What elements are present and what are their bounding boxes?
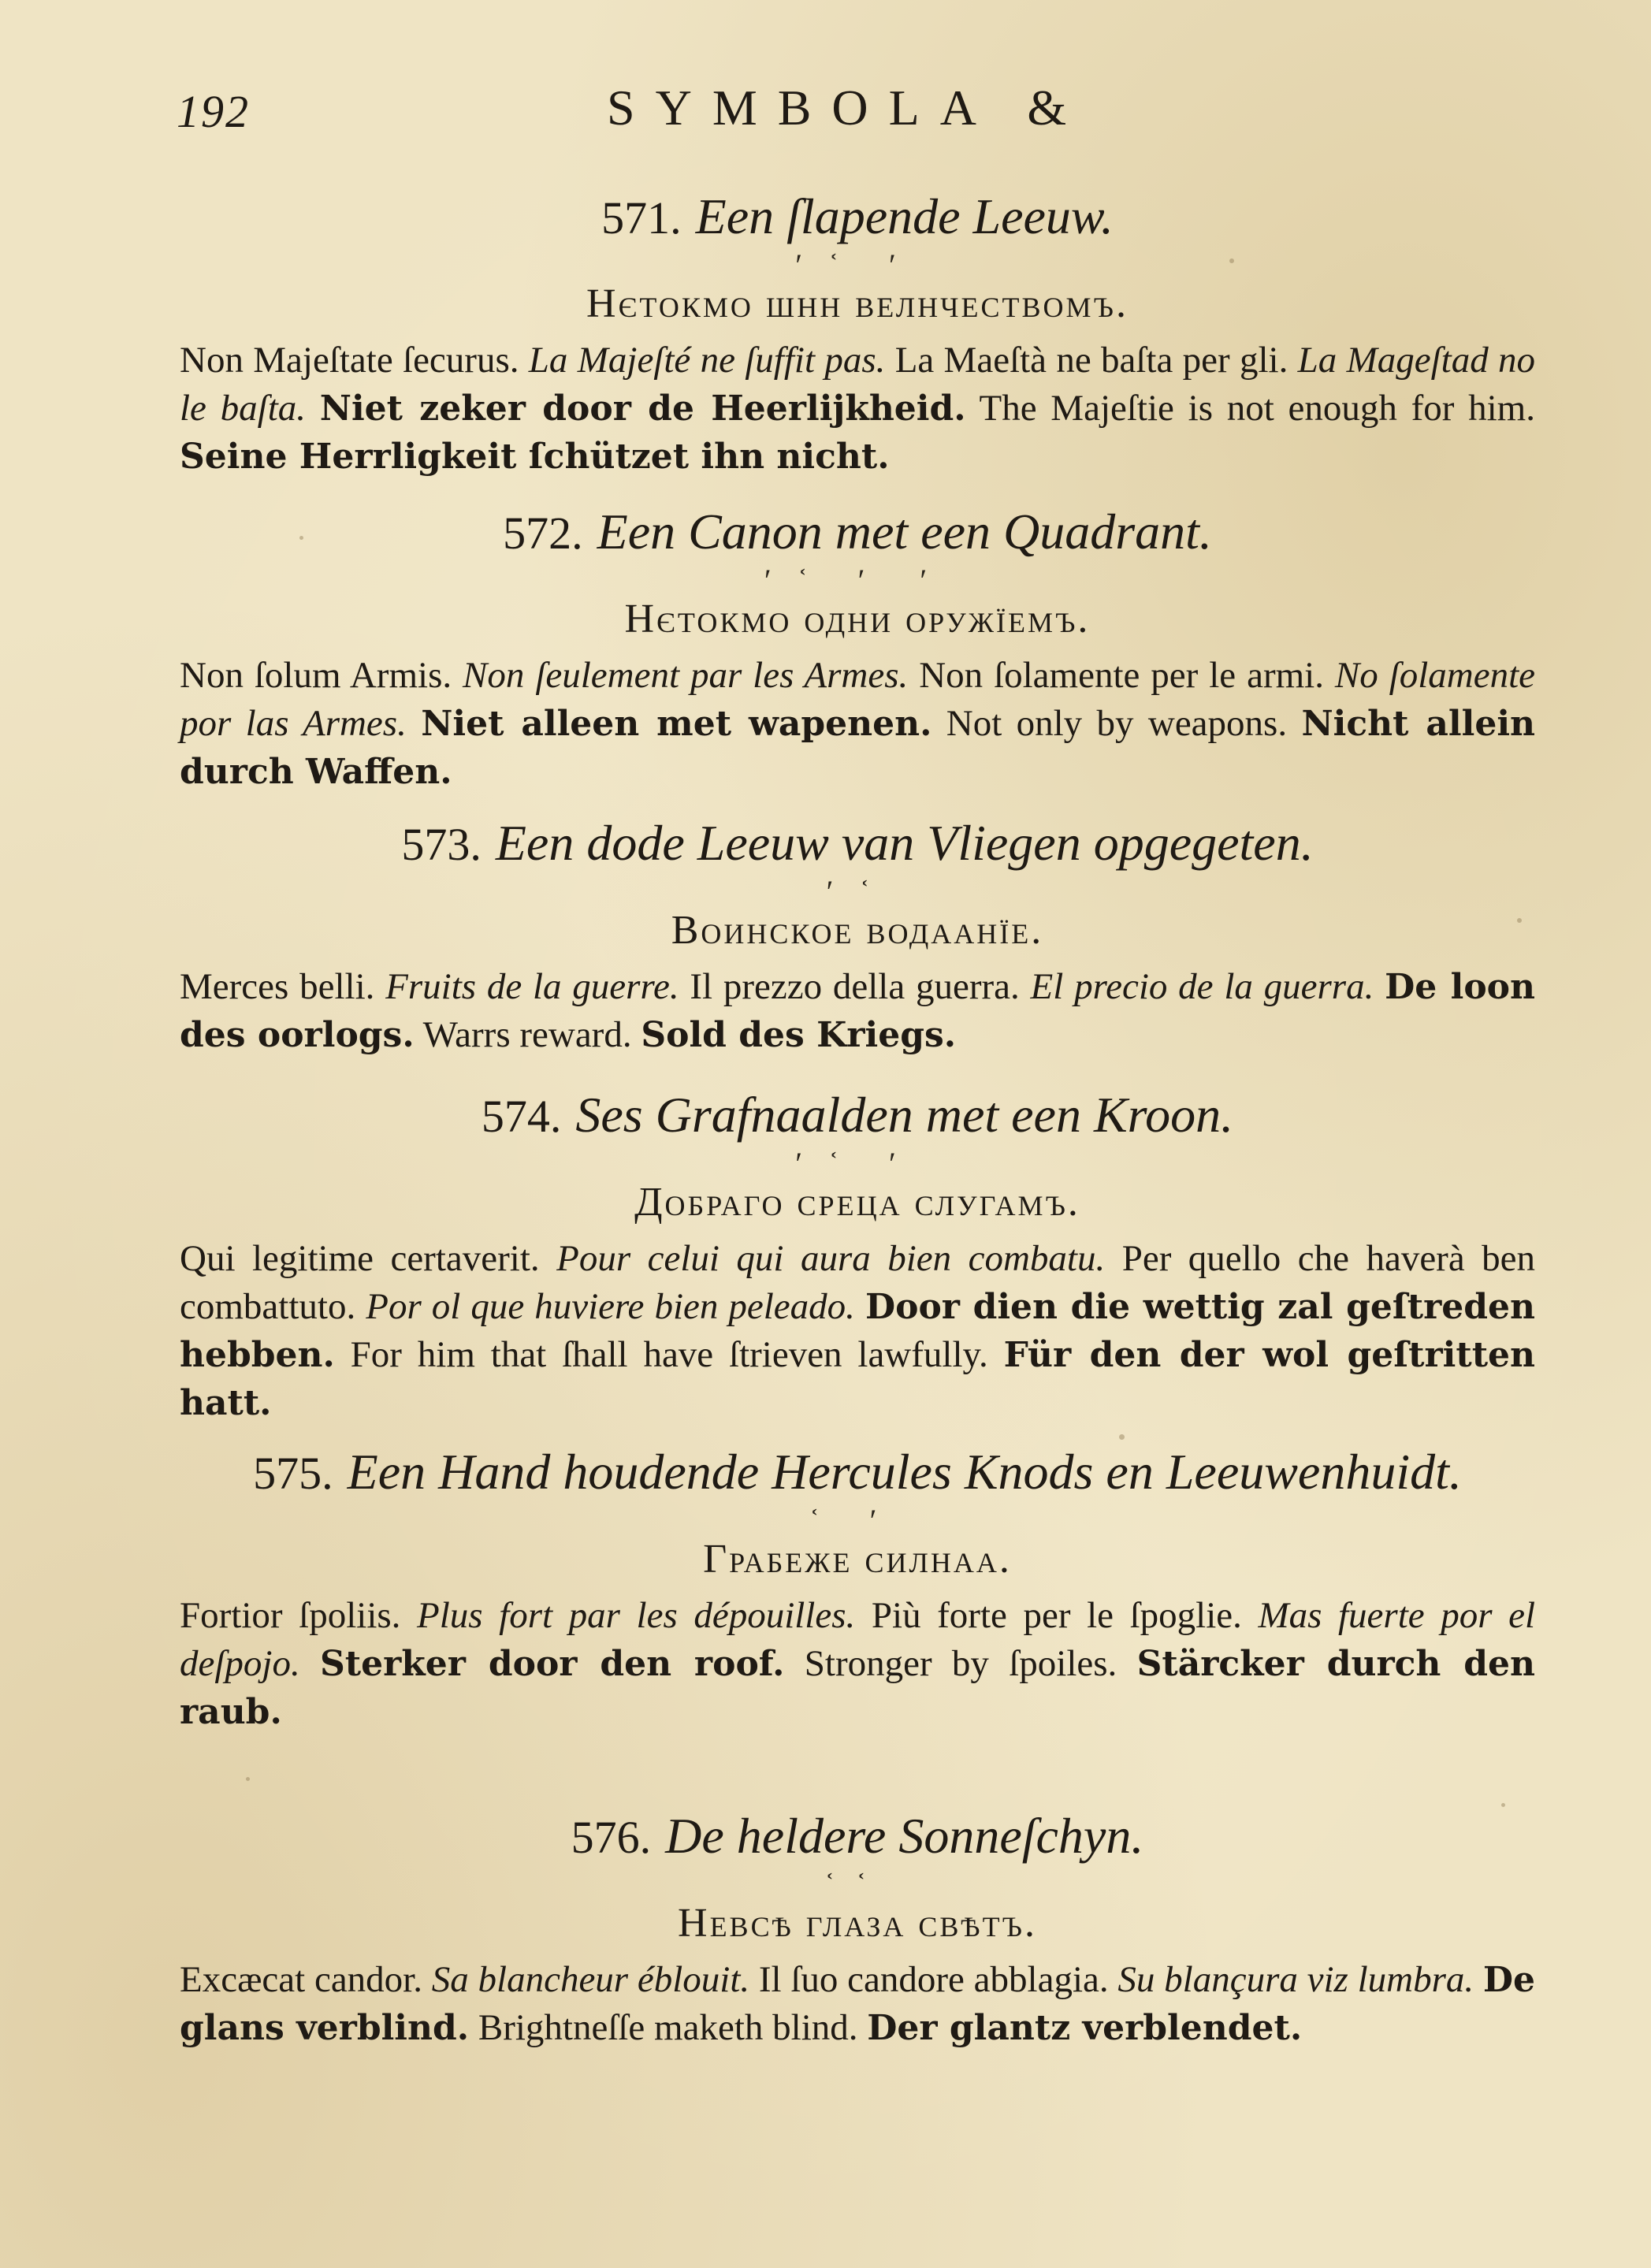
emblem-entry bbox=[180, 1084, 1535, 1427]
translation-german: Der glantz verblendet. bbox=[867, 2008, 1303, 2048]
translation-english: Stronger by ſpoiles. bbox=[804, 1643, 1117, 1684]
translation-italian: Il ſuo candore abblagia. bbox=[758, 1959, 1109, 2000]
running-title: SYMBOLA & bbox=[607, 80, 1088, 136]
entry-number: 574. bbox=[481, 1091, 562, 1142]
translation-spanish: El precio de la guerra. bbox=[1030, 966, 1374, 1007]
translation-french: Pour celui qui aura bien combatu. bbox=[556, 1238, 1106, 1279]
entry-title bbox=[180, 500, 1535, 565]
translation-dutch: De loon des oorlogs. bbox=[180, 967, 1536, 1055]
translation-german: Seine Herrligkeit ſchützet ihn nicht. bbox=[180, 437, 890, 477]
entry-title bbox=[180, 812, 1535, 876]
translation-latin: Non Majeſtate ſecurus. bbox=[180, 340, 519, 381]
translation-latin: Qui legitime certaverit. bbox=[180, 1238, 540, 1279]
accent-marks: ʹ ᷾ ʹ ʹ bbox=[764, 563, 951, 598]
entry-title-text: Een ſlapende Leeuw. bbox=[695, 188, 1114, 244]
translation-dutch: Door dien die wettig zal geſtreden hebben. bbox=[180, 1287, 1536, 1375]
emblem-entry bbox=[180, 1805, 1535, 2052]
translation-french: Fruits de la guerre. bbox=[385, 966, 679, 1007]
translation-italian: La Maeſtà ne baſta per gli. bbox=[894, 340, 1288, 381]
translation-french: La Majeſté ne ſuffit pas. bbox=[528, 340, 886, 381]
entry-number: 575. bbox=[253, 1448, 333, 1499]
translation-spanish: Por ol que huviere bien peleado. bbox=[366, 1286, 855, 1327]
translations bbox=[180, 1956, 1535, 2052]
entry-title bbox=[180, 1441, 1535, 1505]
emblem-entry bbox=[180, 500, 1535, 796]
entry-title-text: Ses Grafnaalden met een Kroon. bbox=[575, 1087, 1234, 1143]
translation-italian: Non ſolamente per le armi. bbox=[919, 655, 1324, 696]
accent-marks: ʹ ᷾ ʹ bbox=[795, 1146, 920, 1181]
entry-number: 571. bbox=[601, 192, 682, 244]
translation-italian: Il prezzo della guerra. bbox=[690, 966, 1020, 1007]
translation-dutch: De glans verblind. bbox=[180, 1960, 1536, 2048]
entry-number: 573. bbox=[401, 819, 482, 870]
entry-title-text: De heldere Sonneſchyn. bbox=[665, 1808, 1144, 1864]
entry-title-text: Een Hand houdende Hercules Knods en Leeuwenhuidt. bbox=[347, 1444, 1462, 1500]
translation-french: Non ſeulement par les Armes. bbox=[463, 655, 909, 696]
translation-latin: Merces belli. bbox=[180, 966, 375, 1007]
translation-dutch: Sterker door den roof. bbox=[320, 1644, 785, 1684]
translation-english: Not only by weapons. bbox=[946, 703, 1288, 744]
accent-marks: ᷾ ᷾ bbox=[830, 1867, 885, 1902]
slavonic-motto: Нєтокмо одни оружїемъ. bbox=[624, 597, 1091, 641]
translation-latin: Non ſolum Armis. bbox=[180, 655, 452, 696]
translation-english: For him that ſhall have ſtrieven lawfully. bbox=[350, 1334, 988, 1375]
accent-marks: ʹ ᷾ ʹ bbox=[795, 247, 920, 283]
translation-latin: Fortior ſpoliis. bbox=[180, 1595, 401, 1636]
entry-title bbox=[180, 1084, 1535, 1148]
entry-number: 572. bbox=[503, 508, 583, 559]
translations bbox=[180, 652, 1535, 796]
translation-dutch: Niet zeker door de Heerlijkheid. bbox=[319, 389, 966, 429]
emblem-entry bbox=[180, 185, 1535, 481]
slavonic-motto: Грабеже силнаа. bbox=[703, 1537, 1012, 1582]
translation-german: Sold des Kriegs. bbox=[641, 1015, 957, 1055]
entry-title-text: Een Canon met een Quadrant. bbox=[597, 504, 1212, 560]
translation-spanish: Mas fuerte por el deſpojo. bbox=[180, 1595, 1536, 1684]
translations bbox=[180, 963, 1535, 1059]
page-number: 192 bbox=[177, 86, 250, 137]
emblem-entry bbox=[180, 812, 1535, 1059]
translation-italian: Per quello che haverà ben combattuto. bbox=[180, 1238, 1536, 1327]
translations bbox=[180, 1592, 1535, 1736]
translation-german: Nicht allein durch Waffen. bbox=[180, 704, 1536, 792]
translation-french: Plus fort par les dépouilles. bbox=[417, 1595, 856, 1636]
translation-italian: Più forte per le ſpoglie. bbox=[871, 1595, 1242, 1636]
entry-title bbox=[180, 1805, 1535, 1869]
emblem-entry bbox=[180, 1441, 1535, 1736]
slavonic-motto: Воинское водаанїе. bbox=[671, 908, 1044, 953]
slavonic-motto: Нєтокмо шнн велнчествомъ. bbox=[586, 281, 1129, 326]
translation-english: The Majeſtie is not enough for him. bbox=[979, 388, 1535, 429]
entry-title bbox=[180, 185, 1535, 250]
accent-marks: ʹ ᷾ bbox=[826, 874, 889, 909]
translation-english: Warrs reward. bbox=[422, 1014, 632, 1055]
translations bbox=[180, 336, 1535, 481]
translations bbox=[180, 1235, 1535, 1427]
foxing-spot bbox=[246, 1777, 250, 1781]
entry-number: 576. bbox=[571, 1812, 652, 1863]
accent-marks: ᷾ ʹ bbox=[814, 1503, 901, 1538]
translation-dutch: Niet alleen met wapenen. bbox=[421, 704, 932, 744]
entry-title-text: Een dode Leeuw van Vliegen opgegeten. bbox=[495, 815, 1314, 871]
foxing-spot bbox=[1119, 1434, 1125, 1440]
translation-spanish: Su blançura viz lumbra. bbox=[1117, 1959, 1474, 2000]
translation-spanish: La Mageſtad no le baſta. bbox=[180, 340, 1536, 429]
translation-spanish: No ſolamente por las Armes. bbox=[180, 655, 1535, 744]
translation-german: Stärcker durch den raub. bbox=[180, 1644, 1536, 1732]
slavonic-motto: Невсѣ глаза свѣтъ. bbox=[678, 1901, 1037, 1946]
translation-french: Sa blancheur éblouit. bbox=[431, 1959, 750, 2000]
translation-latin: Excæcat candor. bbox=[180, 1959, 422, 2000]
translation-english: Brightneſſe maketh blind. bbox=[478, 2007, 858, 2048]
translation-german: Für den der wol geſtritten hatt. bbox=[180, 1335, 1535, 1423]
slavonic-motto: Добраго среца слугамъ. bbox=[634, 1180, 1080, 1225]
